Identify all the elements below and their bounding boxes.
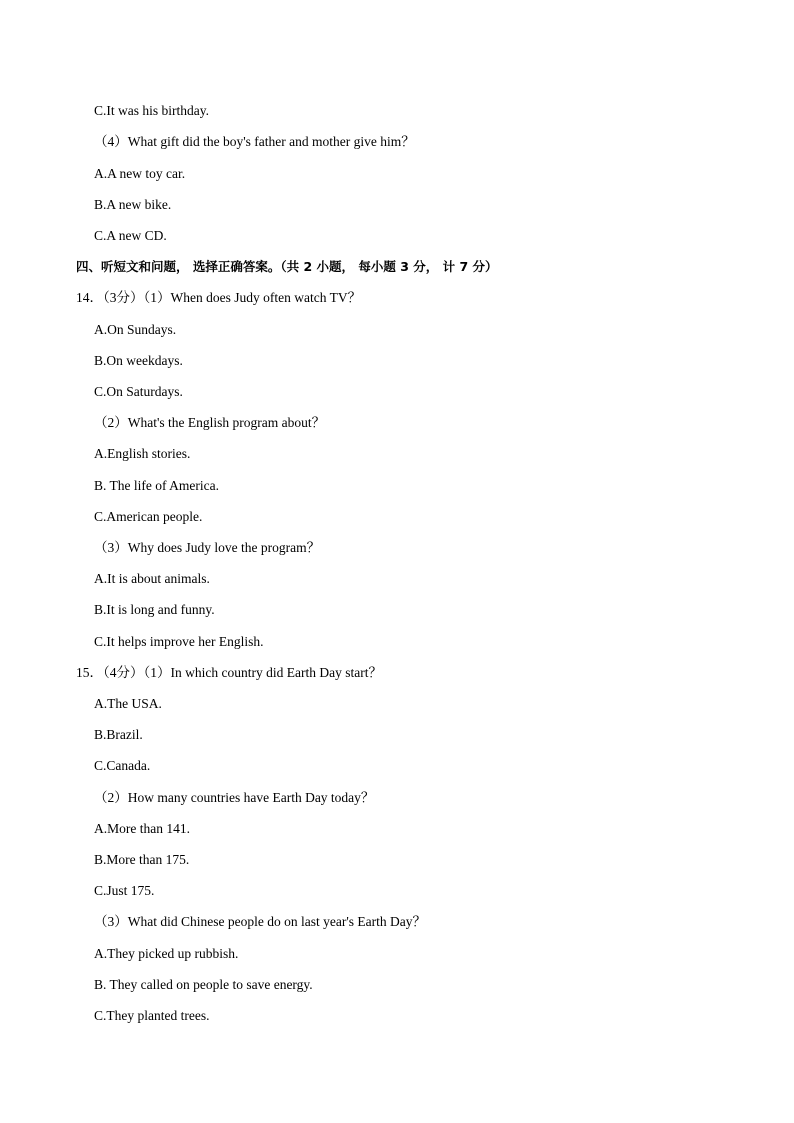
option-line: B.Brazil. — [94, 727, 143, 742]
option-line: C.American people. — [94, 509, 203, 524]
option-line: C.Canada. — [94, 758, 151, 773]
option-line: B.A new bike. — [94, 197, 172, 212]
option-line: A.More than 141. — [94, 821, 190, 836]
sub-question-line: （3）Why does Judy love the program？ — [94, 540, 321, 555]
option-line: B.More than 175. — [94, 852, 190, 867]
sub-question-line: （2）How many countries have Earth Day today？ — [94, 790, 375, 805]
option-line: C.They planted trees. — [94, 1008, 210, 1023]
question-line: 15．（4分）（1）In which country did Earth Day start？ — [76, 665, 382, 680]
sub-question-line: （2）What's the English program about？ — [94, 415, 326, 430]
option-line: A.On Sundays. — [94, 322, 177, 337]
option-line: B. They called on people to save energy. — [94, 977, 313, 992]
option-line: B. The life of America. — [94, 478, 219, 493]
option-line: A.They picked up rubbish. — [94, 946, 239, 961]
option-line: A.It is about animals. — [94, 571, 210, 586]
option-line: A.English stories. — [94, 446, 191, 461]
sub-question-line: （3）What did Chinese people do on last year's Earth Day？ — [94, 914, 426, 929]
option-line: C.It was his birthday. — [94, 103, 209, 118]
option-line: A.The USA. — [94, 696, 162, 711]
option-line: C.Just 175. — [94, 883, 155, 898]
question-line: 14．（3分）（1）When does Judy often watch TV？ — [76, 290, 362, 305]
option-line: A.A new toy car. — [94, 166, 186, 181]
option-line: B.It is long and funny. — [94, 602, 215, 617]
section-heading: 四、听短文和问题， 选择正确答案。（共 2 小题， 每小题 3 分， 计 7 分） — [76, 259, 498, 274]
option-line: C.A new CD. — [94, 228, 167, 243]
option-line: B.On weekdays. — [94, 353, 183, 368]
option-line: C.On Saturdays. — [94, 384, 183, 399]
sub-question-line: （4）What gift did the boy's father and mother give him？ — [94, 134, 415, 149]
option-line: C.It helps improve her English. — [94, 634, 264, 649]
